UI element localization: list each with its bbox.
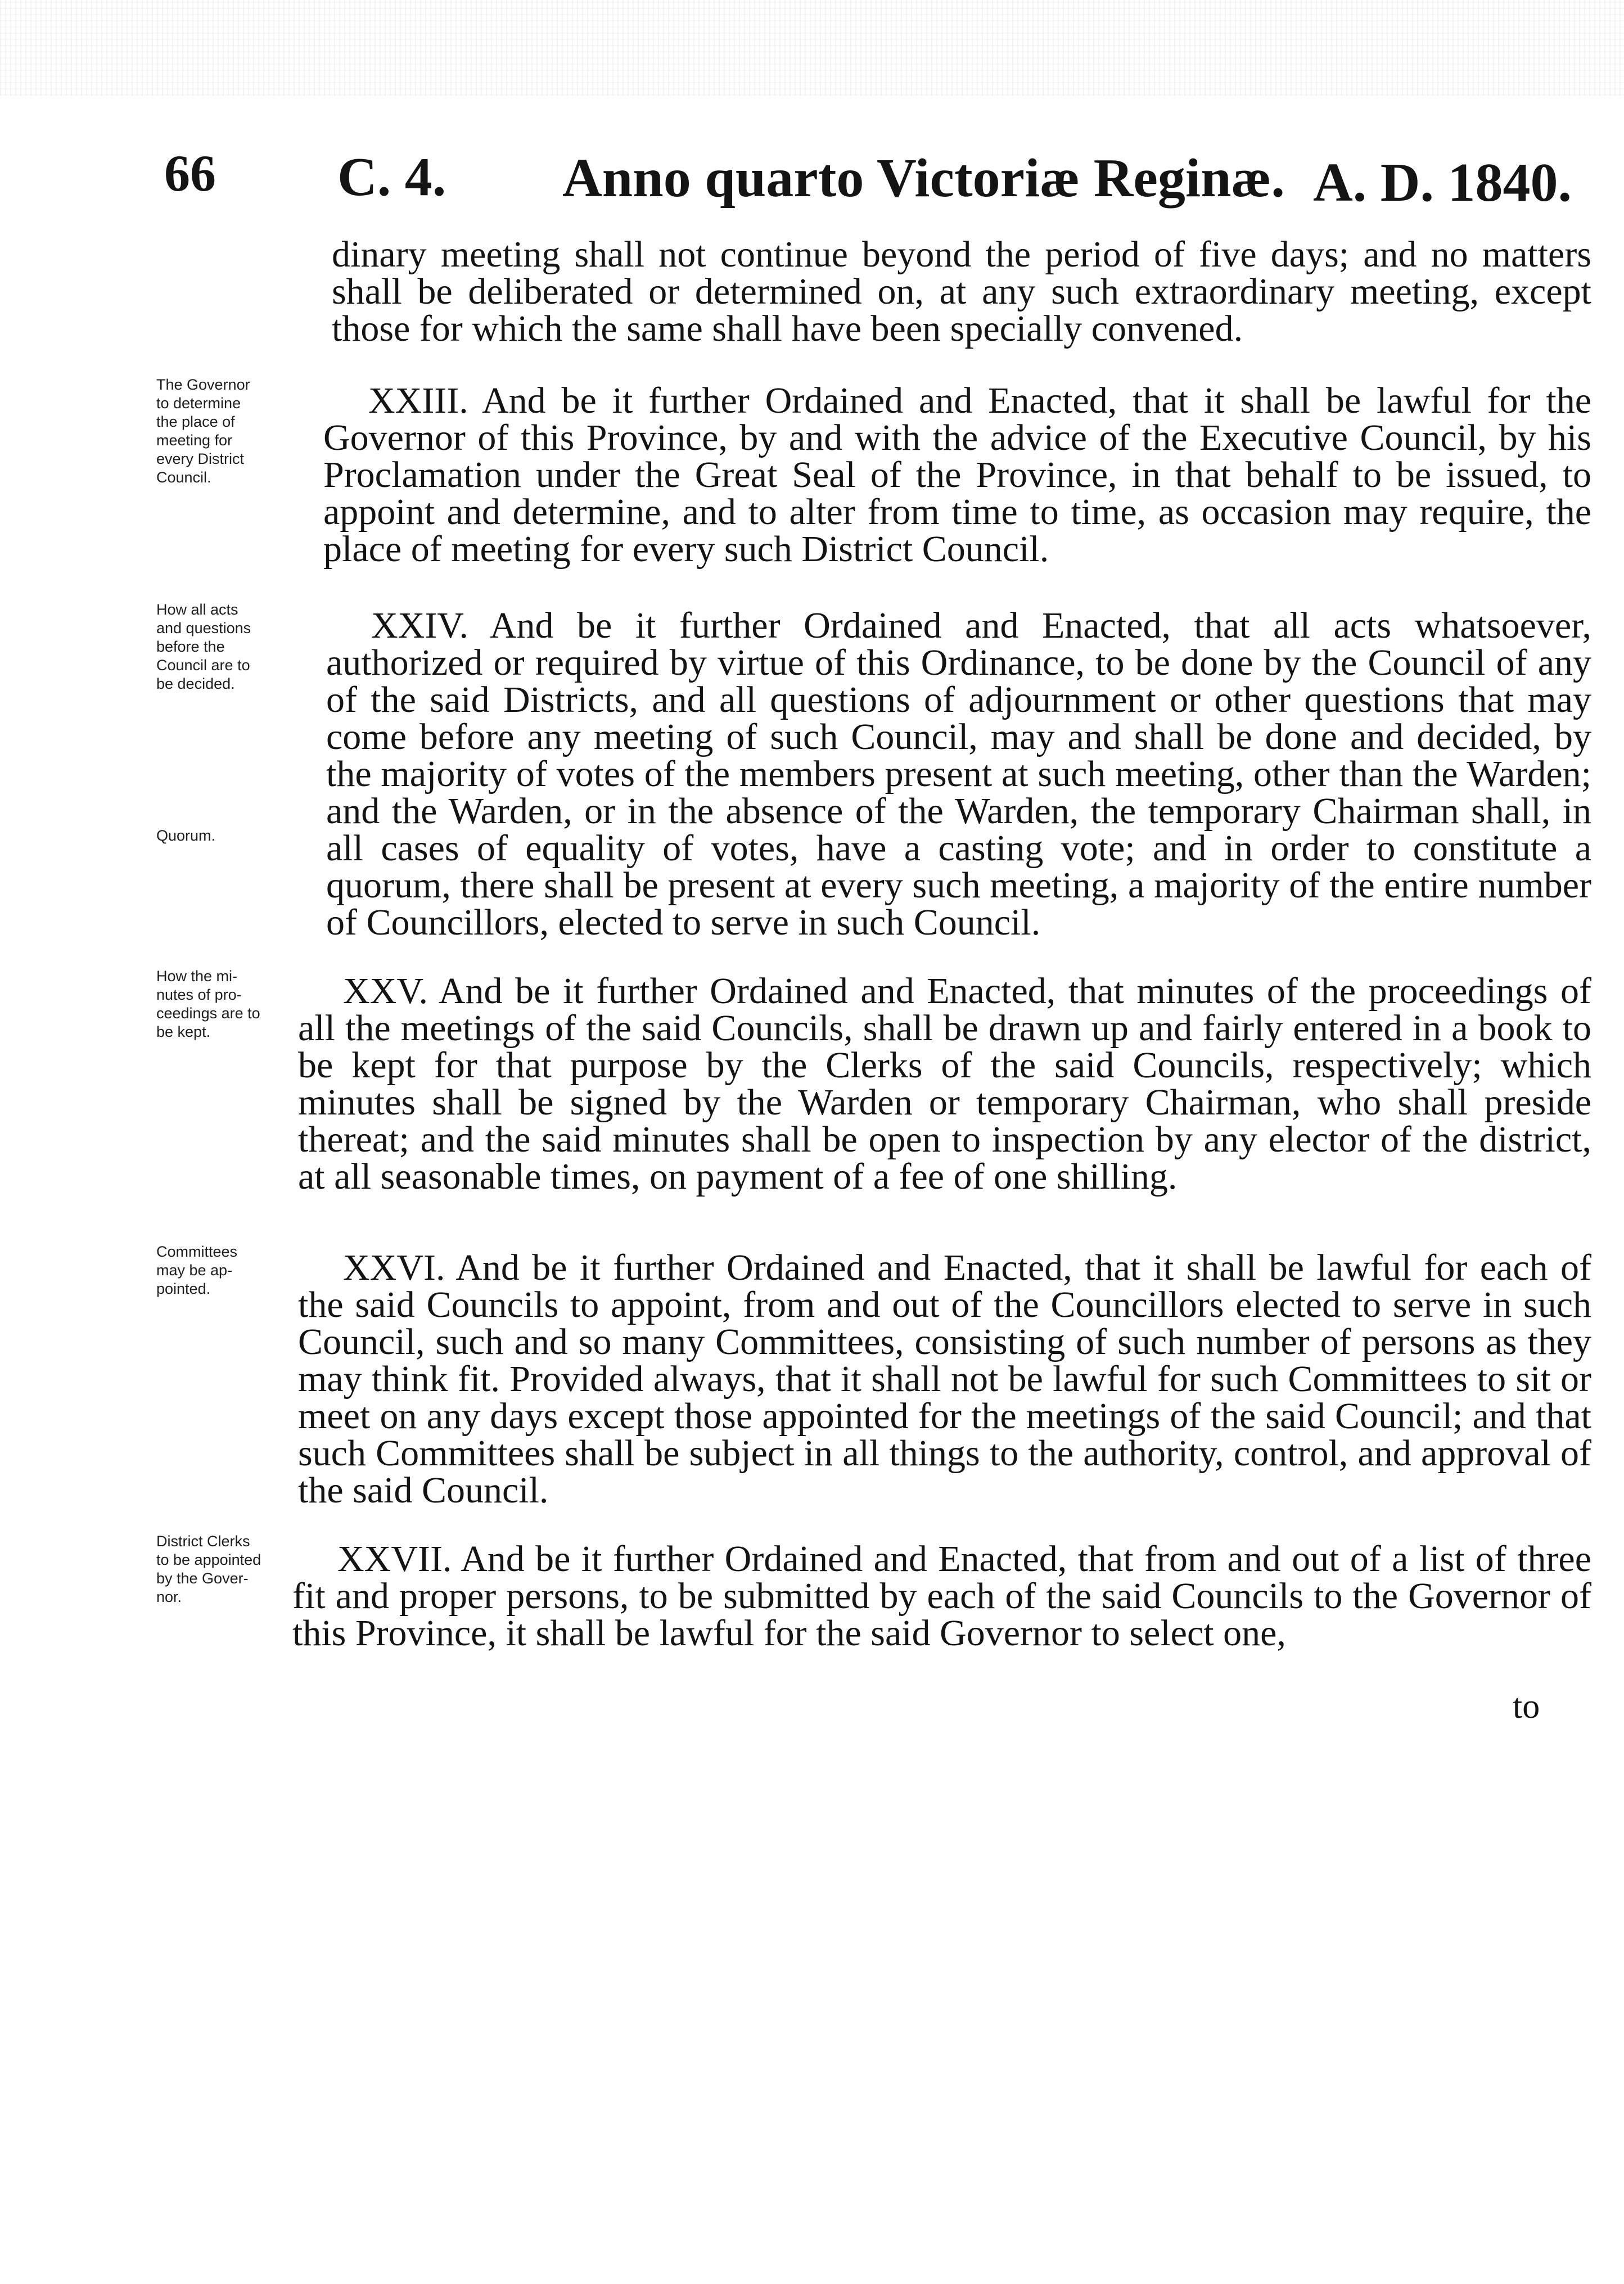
running-title: Anno quarto Victoriæ Reginæ. bbox=[562, 148, 1285, 209]
scan-noise bbox=[0, 0, 1624, 96]
marginal-note-committees: Committees may be ap- pointed. bbox=[156, 1243, 238, 1297]
marginal-note-acts: How all acts and questions before the Council are to be decided. bbox=[156, 601, 251, 692]
catchword: to bbox=[1513, 1687, 1540, 1726]
page-number: 66 bbox=[164, 145, 216, 202]
paragraph-continuation: dinary meeting shall not continue beyond the period of five days; and no matters shall be deliberated or determined on, at any such extraordinary meeting, except those for which the same shall have been specially convened. bbox=[332, 234, 1591, 349]
marginal-note-quorum: Quorum. bbox=[156, 827, 216, 844]
section-xxvi: XXVI. And be it further Ordained and Enacted, that it shall be lawful for each of the said Councils to appoint, from and out of the Councillors elected to serve in such Council, such and so many Committees, consisting of such number of persons as they may think fit. Provided always, that it shall not be lawful for such Committees to sit or meet on any days except those appointed for the meetings of the said Council; and that such Committees shall be subject in all things to the authority, control, and approval of the said Council. bbox=[298, 1247, 1591, 1511]
section-xxiii: XXIII. And be it further Ordained and Enacted, that it shall be lawful for the Governor of this Province, by and with the advice of the Executive Council, by his Proclamation under the Great Seal of the Province, in that behalf to be issued, to appoint and determine, and to alter from time to time, as occasion may require, the place of meeting for every such District Council. bbox=[323, 380, 1591, 570]
header-year: A. D. 1840. bbox=[1313, 152, 1572, 213]
section-xxv: XXV. And be it further Ordained and Enacted, that minutes of the proceedings of all the meetings of the said Councils, shall be drawn up and fairly entered in a book to be kept for that purpose by the Clerks of the said Councils, respectively; which minutes shall be signed by the Warden or temporary Chairman, who shall preside thereat; and the said minutes shall be open to inspection by any elector of the district, at all seasonable times, on payment of a fee of one shilling. bbox=[298, 971, 1591, 1197]
marginal-note-governor: The Governor to determine the place of meeting for every District Council. bbox=[156, 376, 250, 486]
running-header bbox=[0, 143, 1624, 222]
chapter-number: C. 4. bbox=[337, 147, 446, 207]
marginal-note-clerks: District Clerks to be appointed by the Gover- nor. bbox=[156, 1533, 261, 1605]
section-xxvii: XXVII. And be it further Ordained and Enacted, that from and out of a list of three fit and proper persons, to be submitted by each of the said Councils to the Governor of this Province, it shall be lawful for the said Governor to select one, bbox=[292, 1538, 1591, 1654]
section-xxiv: XXIV. And be it further Ordained and Enacted, that all acts whatsoever, authorized or required by virtue of this Ordinance, to be done by the Council of any of the said Districts, and all questions of adjournment or other questions that may come before any meeting of such Council, may and shall be done and decided, by the majority of votes of the members present at such meeting, other than the Warden; and the Warden, or in the absence of the Warden, the temporary Chairman shall, in all cases of equality of votes, have a casting vote; and in order to constitute a quorum, there shall be present at every such meeting, a majority of the entire number of Councillors, elected to serve in such Council. bbox=[326, 605, 1591, 943]
marginal-note-minutes: How the mi- nutes of pro- ceedings are to be kept. bbox=[156, 968, 260, 1040]
